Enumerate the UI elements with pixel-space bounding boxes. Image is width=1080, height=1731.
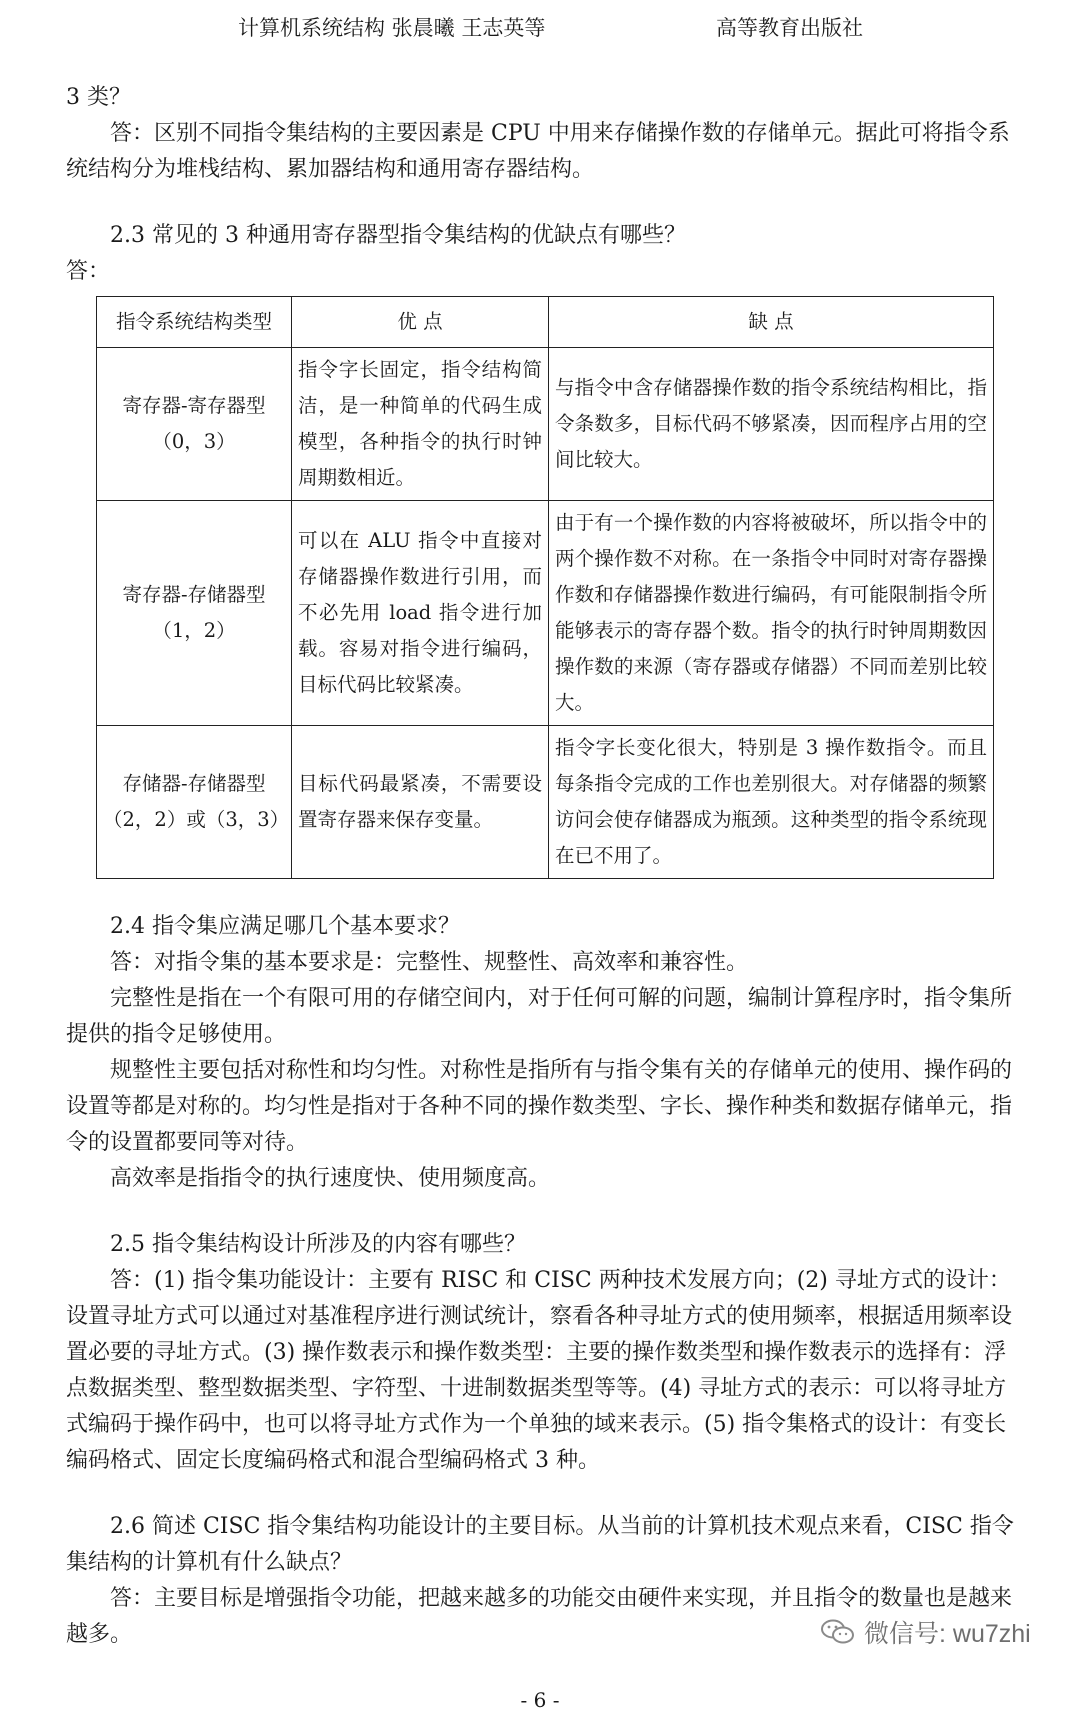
type-name: 存储器-存储器型: [122, 772, 266, 795]
intro-answer: 答：区别不同指令集结构的主要因素是 CPU 中用来存储操作数的存储单元。据此可将指令系统结构分为堆栈结构、累加器结构和通用寄存器结构。: [66, 121, 1010, 182]
question-2-4-paragraph-completeness: 完整性是指在一个有限可用的存储空间内，对于任何可解的问题，编制计算程序时，指令集所提供的指令足够使用。: [66, 986, 1013, 1047]
table-row: [97, 501, 994, 726]
header-book-authors: 计算机系统结构 张晨曦 王志英等: [238, 16, 546, 40]
question-2-5-title: 2.5 指令集结构设计所涉及的内容有哪些？: [110, 1232, 526, 1257]
table-cell-advantages: 指令字长固定，指令结构简洁，是一种简单的代码生成模型，各种指令的执行时钟周期数相近。: [292, 348, 549, 501]
type-code: （1，2）: [152, 619, 236, 642]
table-cell-disadvantages: 指令字长变化很大，特别是 3 操作数指令。而且每条指令完成的工作也差别很大。对存储器的频繁访问会使存储器成为瓶颈。这种类型的指令系统现在已不用了。: [549, 726, 994, 879]
table-header-advantages: 优 点: [292, 297, 549, 348]
table-row: [97, 726, 994, 879]
wechat-icon: [820, 1618, 856, 1646]
question-2-4-paragraph-efficiency: 高效率是指指令的执行速度快、使用频度高。: [110, 1166, 551, 1191]
table-cell-disadvantages: 由于有一个操作数的内容将被破坏，所以指令中的两个操作数不对称。在一条指令中同时对寄存器操作数和存储器操作数进行编码，有可能限制指令所能够表示的寄存器个数。指令的执行时钟周期数因操作数的来源（寄存器或存储器）不同而差别比较大。: [549, 501, 994, 726]
table-cell-type: [97, 501, 292, 726]
table-cell-type: [97, 348, 292, 501]
comparison-table: [96, 296, 994, 879]
question-2-4-paragraph-regularity: 规整性主要包括对称性和均匀性。对称性是指所有与指令集有关的存储单元的使用、操作码的设置等都是对称的。均匀性是指对于各种不同的操作数类型、字长、操作种类和数据存储单元，指令的设置都要同等对待。: [66, 1058, 1013, 1155]
table-cell-type: [97, 726, 292, 879]
table-cell-advantages: 目标代码最紧凑，不需要设置寄存器来保存变量。: [292, 726, 549, 879]
type-code: （0，3）: [152, 430, 236, 453]
table-cell-advantages: 可以在 ALU 指令中直接对存储器操作数进行引用，而不必先用 load 指令进行加载。容易对指令进行编码，目标代码比较紧凑。: [292, 501, 549, 726]
page-header: [0, 12, 1080, 48]
table-cell-disadvantages: 与指令中含存储器操作数的指令系统结构相比，指令条数多，目标代码不够紧凑，因而程序占用的空间比较大。: [549, 348, 994, 501]
table-header-row: [97, 297, 994, 348]
page-content: [66, 80, 1028, 1653]
question-2-3-answer-label: 答：: [66, 259, 111, 284]
question-2-4-title: 2.4 指令集应满足哪几个基本要求？: [110, 914, 460, 939]
header-publisher: 高等教育出版社: [716, 16, 863, 40]
intro-continuation: 3 类？: [66, 85, 131, 110]
type-name: 寄存器-存储器型: [122, 583, 266, 606]
type-code: （2，2）或（3，3）: [103, 808, 290, 831]
question-2-5-answer: 答：(1) 指令集功能设计：主要有 RISC 和 CISC 两种技术发展方向；(2) 寻址方式的设计：设置寻址方式可以通过对基准程序进行测试统计，察看各种寻址方式的使用频率，根据适用频率设置必要的寻址方式。(3) 操作数表示和操作数类型：主要的操作数类型和操作数表示的选择有：浮点数据类型、整型数据类型、字符型、十进制数据类型等等。(4) 寻址方式的表示：可以将寻址方式编码于操作码中，也可以将寻址方式作为一个单独的域来表示。(5) 指令集格式的设计：有变长编码格式、固定长度编码格式和混合型编码格式 3 种。: [66, 1268, 1013, 1473]
question-2-4-answer: 答：对指令集的基本要求是：完整性、规整性、高效率和兼容性。: [110, 950, 749, 975]
page-number: - 6 -: [520, 1688, 560, 1712]
table-header-type: 指令系统结构类型: [97, 297, 292, 348]
question-2-6-answer: 答：主要目标是增强指令功能，把越来越多的功能交由硬件来实现，并且指令的数量也是越来越多。: [66, 1586, 1013, 1647]
wechat-watermark: [820, 1614, 1031, 1650]
type-name: 寄存器-寄存器型: [122, 394, 266, 417]
watermark-text: 微信号: wu7zhi: [864, 1620, 1031, 1648]
table-header-disadvantages: 缺 点: [549, 297, 994, 348]
question-2-6-title: 2.6 简述 CISC 指令集结构功能设计的主要目标。从当前的计算机技术观点来看，CISC 指令集结构的计算机有什么缺点？: [66, 1514, 1014, 1575]
table-row: [97, 348, 994, 501]
question-2-3-title: 2.3 常见的 3 种通用寄存器型指令集结构的优缺点有哪些？: [110, 223, 686, 248]
